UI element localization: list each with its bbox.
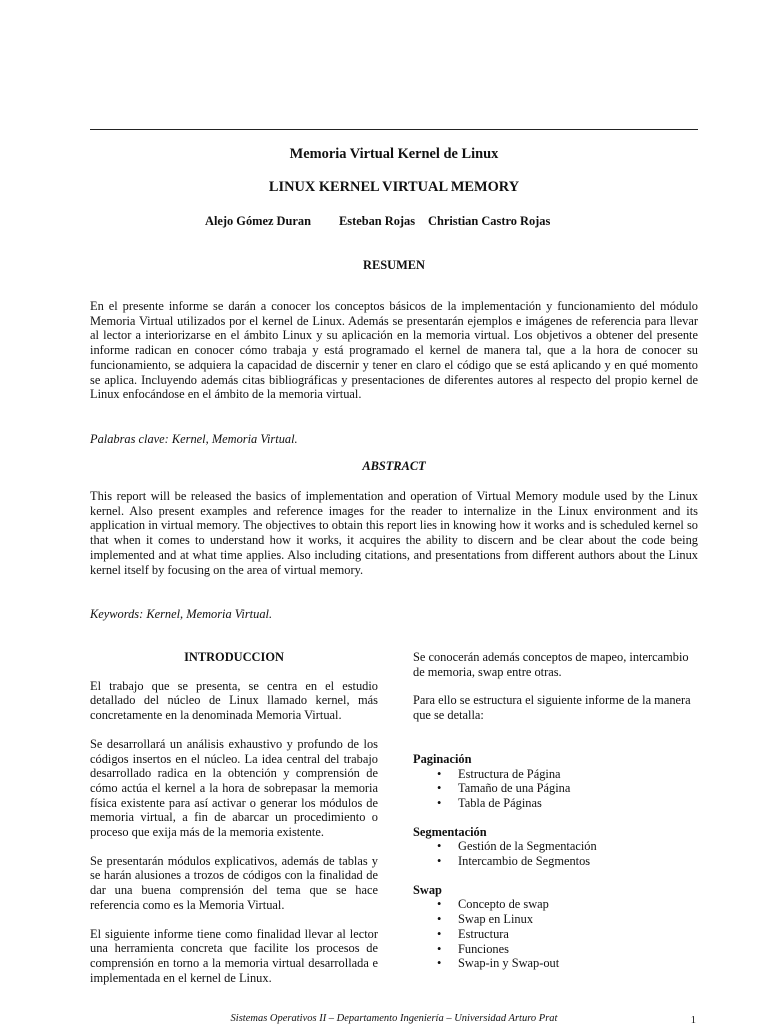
author-name: Alejo Gómez Duran [205,214,311,228]
list-item [413,854,698,869]
intro-paragraph: El siguiente informe tiene como finalidad llevar al lector una herramienta concreta que facilite los procesos de comprensión en torno a la memoria virtual desarrollada e implementada en el kernel de Linux. [90,926,378,985]
list-item [413,942,698,957]
list-item-label: Estructura [458,926,509,941]
list-item-label: Swap en Linux [458,912,534,927]
resumen-body: En el presente informe se darán a conocer los conceptos básicos de la implementación y funcionamiento del módulo Memoria Virtual utilizados por el kernel de Linux. Además se presentarán ejemplos e imágenes de referencia para llevar al lector a interiorizarse en el ámbito Linux y su aplicación en la memoria virtual. Los objetivos a obtener del presente informe radican en conocer cómo trabaja y está programado el kernel de manera tal, que a la hora de conocer su funcionamiento, se adquiera la capacidad de discernir y tener en claro el código que se está aplicando y en qué momento se aplica. Incluyendo además citas bibliográficas y presentaciones de diferentes autores al respecto del propio kernel de Linux enfocándose en el ámbito de la memoria virtual. [90,299,698,402]
bullet-icon: • [437,781,442,796]
bullet-list-swap [413,897,698,971]
intro-paragraph: Se presentarán módulos explicativos, además de tablas y se harán alusiones a trozos de códigos con la finalidad de dar una buena comprensión del tema que se hace referencia como es la Memoria Virtual. [90,853,378,912]
list-item-label: Tamaño de una Página [458,781,571,796]
right-column [413,650,698,985]
section-title-swap: Swap [413,882,442,897]
list-item-label: Concepto de swap [458,897,549,912]
author-list [90,214,698,230]
section-title-segmentacion: Segmentación [413,824,487,839]
bullet-icon: • [437,854,442,869]
list-item-label: Swap-in y Swap-out [458,956,560,971]
page-number: 1 [690,1015,696,1026]
bullet-list-paginacion [413,767,698,811]
bullet-list-segmentacion [413,839,698,868]
list-item [413,839,698,854]
list-item [413,927,698,942]
bullet-icon: • [437,766,442,781]
list-item [413,897,698,912]
list-item [413,796,698,811]
header-rule [90,129,698,130]
bullet-icon: • [437,839,442,854]
bullet-icon: • [437,956,442,971]
introduccion-heading: INTRODUCCION [184,650,284,664]
page-footer: Sistemas Operativos II – Departamento Ingeniería – Universidad Arturo Prat [230,1013,558,1024]
paper-title: Memoria Virtual Kernel de Linux [289,146,499,162]
list-item-label: Tabla de Páginas [458,795,542,810]
abstract-heading: ABSTRACT [362,459,426,473]
keywords-spanish: Palabras clave: Kernel, Memoria Virtual. [90,432,298,446]
list-item [413,956,698,971]
bullet-icon: • [437,897,442,912]
intro-paragraph: El trabajo que se presenta, se centra en el estudio detallado del núcleo de Linux llamado kernel, más concretamente en la denominada Memoria Virtual. [90,678,378,723]
resumen-heading: RESUMEN [363,258,425,272]
section-title-paginacion: Paginación [413,751,472,766]
bullet-icon: • [437,912,442,927]
right-paragraph: Se conocerán además conceptos de mapeo, intercambio de memoria, swap entre otras. [413,650,689,679]
right-paragraph: Para ello se estructura el siguiente informe de la manera que se detalla: [413,693,691,723]
abstract-body: This report will be released the basics of implementation and operation of Virtual Memory module used by the Linux kernel. Also present examples and reference images for the reader to internalize in the Linux environment and its application in virtual memory. The objectives to obtain this report lies in knowing how it works and is scheduled kernel so that when it comes to understand how it works, it acquires the ability to discern and be clear about the code being implemented and at what time applies. Also including citations, and presentations from different authors about the Linux kernel itself by focusing on the area of virtual memory. [90,489,698,577]
bullet-icon: • [437,795,442,810]
list-item-label: Gestión de la Segmentación [458,839,597,854]
left-column [90,650,378,999]
keywords-english: Keywords: Kernel, Memoria Virtual. [90,607,273,621]
list-item-label: Intercambio de Segmentos [458,854,591,869]
paper-title-english: LINUX KERNEL VIRTUAL MEMORY [268,179,520,195]
list-item-label: Estructura de Página [458,766,561,781]
list-item-label: Funciones [458,941,509,956]
author-name: Esteban Rojas [339,214,416,228]
intro-paragraph: Se desarrollará un análisis exhaustivo y profundo de los códigos insertos en el núcleo. La idea central del trabajo desarrollado radica en la obtención y comprensión de cómo actúa el kernel a la hora de sobrepasar la memoria física existente para así activar o generar los módulos de memoria virtual, a fin de abarcar un procedimiento o proceso que exija más de la memoria existente. [90,736,378,840]
bullet-icon: • [437,926,442,941]
list-item [413,767,698,782]
bullet-icon: • [437,941,442,956]
list-item [413,912,698,927]
author-name: Christian Castro Rojas [428,214,551,228]
list-item [413,781,698,796]
